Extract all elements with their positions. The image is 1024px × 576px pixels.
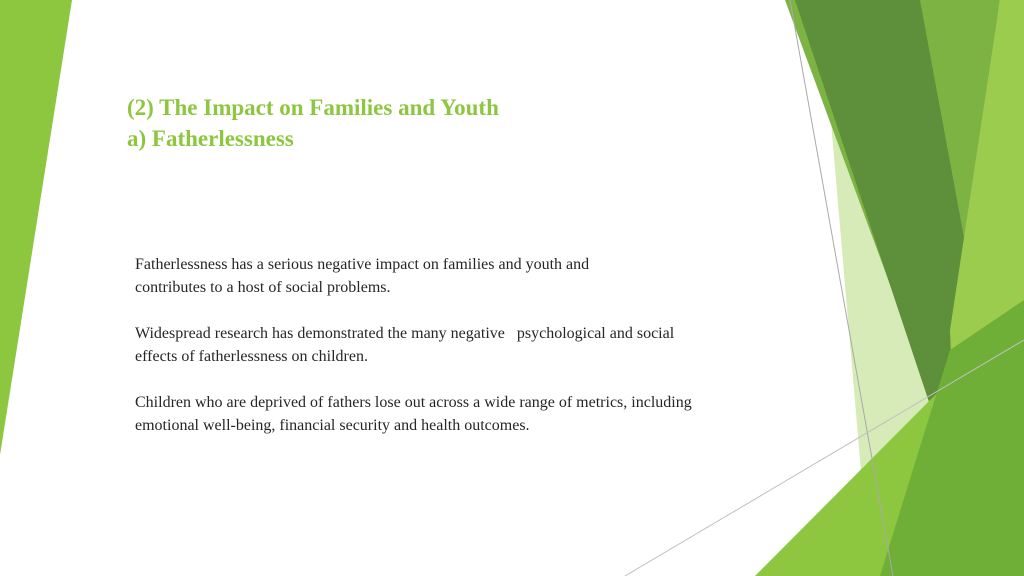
title-line-1: (2) The Impact on Families and Youth bbox=[127, 95, 499, 120]
left-green-stripe bbox=[0, 0, 72, 455]
paragraph-1: Fatherlessness has a serious negative impact on families and youth and contributes to a host of social problems. bbox=[135, 256, 590, 296]
title-line-2: a) Fatherlessness bbox=[127, 126, 294, 151]
slide-body bbox=[135, 253, 785, 460]
paragraph-2: Widespread research has demonstrated the many negative psychological and social effects of fatherlessness on children. bbox=[135, 325, 675, 365]
slide-title bbox=[127, 92, 499, 154]
paragraph-3: Children who are deprived of fathers lose out across a wide range of metrics, including emotional well-being, financial security and health outcomes. bbox=[135, 394, 692, 434]
